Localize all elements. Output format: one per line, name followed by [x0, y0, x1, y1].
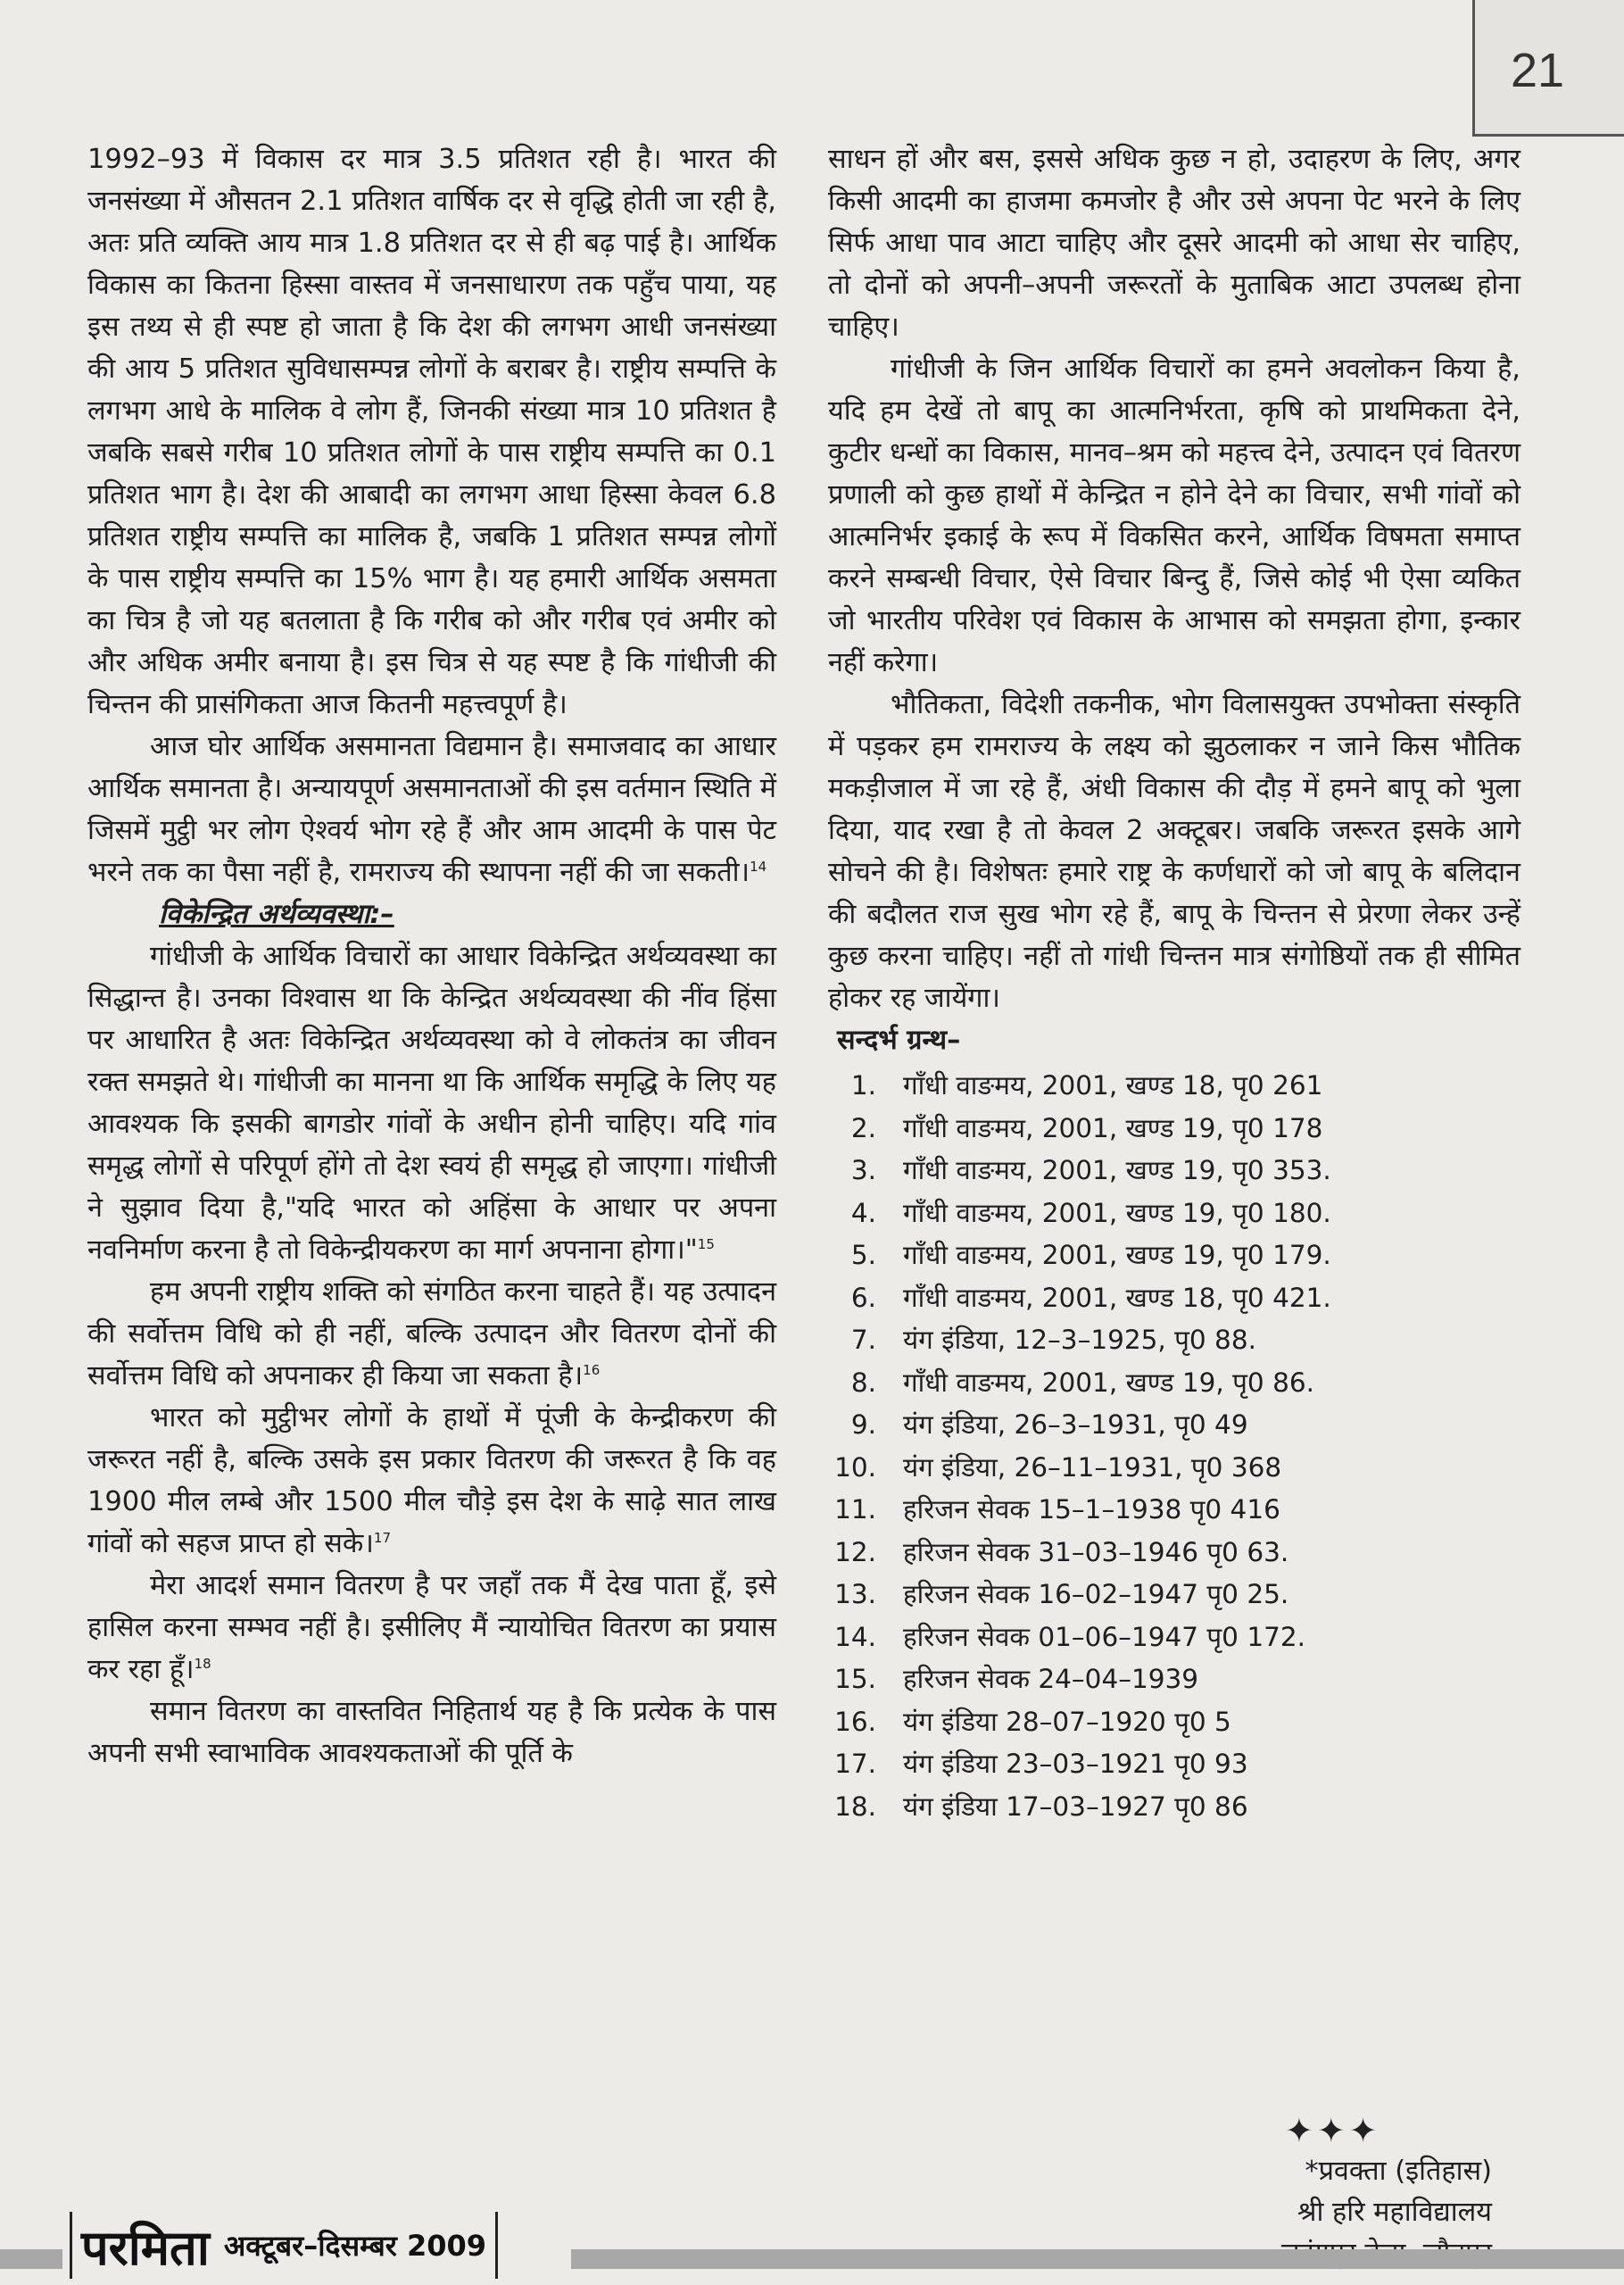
left-paragraph-6: [87, 1565, 776, 1691]
page-number: 21: [1511, 44, 1565, 97]
reference-item: 12. हरिजन सेवक 31–03–1946 पृ0 63.: [834, 1536, 1289, 1567]
footnote-marker: 17: [373, 1529, 391, 1546]
left-column: [87, 138, 776, 1774]
reference-item: 3. गाँधी वाङमय, 2001, खण्ड 19, पृ0 353.: [850, 1155, 1331, 1185]
footer-strip-right: [571, 2249, 1624, 2269]
page-number-box: [1472, 0, 1624, 137]
reference-item: 14. हरिजन सेवक 01–06–1947 पृ0 172.: [834, 1621, 1305, 1652]
section-heading: विकेन्द्रित अर्थव्यवस्था:–: [159, 899, 394, 930]
reference-item: 10. यंग इंडिया, 26–11–1931, पृ0 368: [834, 1451, 1282, 1483]
reference-item: 6. गाँधी वाङमय, 2001, खण्ड 18, पृ0 421.: [850, 1282, 1331, 1313]
left-paragraph-7: समान वितरण का वास्तवित निहितार्थ यह है कि प्रत्येक के पास अपनी सभी स्वाभाविक आवश्यकताओं की पूर्ति के: [87, 1696, 776, 1769]
left-paragraph-4-text: हम अपनी राष्ट्रीय शक्ति को संगठित करना चाहते हैं। यह उत्पादन की सर्वोत्तम विधि को ही नहीं, बल्कि उत्पादन और वितरण दोनों की सर्वोत्तम विधि को अपनाकर ही किया जा सकता है।: [87, 1276, 776, 1392]
left-paragraph-1: 1992–93 में विकास दर मात्र 3.5 प्रतिशत रही है। भारत की जनसंख्या में औसतन 2.1 प्रतिशत वार्षिक दर से वृद्धि होती जा रही है, अतः प्रति व्यक्ति आय मात्र 1.8 प्रतिशत दर से ही बढ़ पाई है। आर्थिक विकास का कितना हिस्सा वास्तव में जनसाधारण तक पहुँच पाया, यह इस तथ्य से ही स्पष्ट हो जाता है कि देश की लगभग आधी जनसंख्या की आय 5 प्रतिशत सुविधासम्पन्न लोगों के बराबर है। राष्ट्रीय सम्पत्ति के लगभग आधे के मालिक वे लोग हैं, जिनकी संख्या मात्र 10 प्रतिशत है जबकि सबसे गरीब 10 प्रतिशत लोगों के पास राष्ट्रीय सम्पत्ति का 0.1 प्रतिशत भाग है। देश की आबादी का लगभग आधा हिस्सा केवल 6.8 प्रतिशत राष्ट्रीय सम्पत्ति का मालिक है, जबकि 1 प्रतिशत सम्पन्न लोगों के पास राष्ट्रीय सम्पत्ति का 15% भाग है। यह हमारी आर्थिक असमता का चित्र है जो यह बतलाता है कि गरीब को और गरीब एवं अमीर को और अधिक अमीर बनाया है। इस चित्र से यह स्पष्ट है कि गांधीजी की चिन्तन की प्रासंगिकता आज कितनी महत्त्वपूर्ण है।: [87, 144, 776, 720]
reference-item: 9. यंग इंडिया, 26–3–1931, पृ0 49: [850, 1409, 1248, 1440]
reference-item: 1. गाँधी वाङमय, 2001, खण्ड 18, पृ0 261: [850, 1070, 1323, 1101]
journal-issue: अक्टूबर–दिसम्बर 2009: [223, 2229, 487, 2263]
reference-item: 11. हरिजन सेवक 15–1–1938 पृ0 416: [834, 1494, 1280, 1525]
reference-item: 8. गाँधी वाङमय, 2001, खण्ड 19, पृ0 86.: [850, 1367, 1314, 1398]
footnote-marker: 15: [697, 1235, 715, 1252]
footer-strip-left: [0, 2249, 62, 2269]
reference-item: 2. गाँधी वाङमय, 2001, खण्ड 19, पृ0 178: [850, 1112, 1323, 1143]
footnote-marker: 18: [194, 1655, 211, 1672]
reference-item: 16. यंग इंडिया 28–07–1920 पृ0 5: [834, 1706, 1231, 1737]
left-paragraph-2: [87, 726, 776, 893]
reference-item: 4. गाँधी वाङमय, 2001, खण्ड 19, पृ0 180.: [850, 1197, 1331, 1228]
left-paragraph-5: [87, 1397, 776, 1565]
left-paragraph-6-text: मेरा आदर्श समान वितरण है पर जहाँ तक मैं देख पाता हूँ, इसे हासिल करना सम्भव नहीं है। इसीलिए मैं न्यायोचित वितरण का प्रयास कर रहा हूँ।: [87, 1570, 776, 1685]
reference-item: 18. यंग इंडिया 17–03–1927 पृ0 86: [834, 1791, 1248, 1822]
stars-ornament: ✦✦✦: [1285, 2111, 1381, 2150]
footnote-marker: 16: [583, 1361, 601, 1378]
reference-item: 13. हरिजन सेवक 16–02–1947 पृ0 25.: [834, 1579, 1289, 1609]
reference-item: 5. गाँधी वाङमय, 2001, खण्ड 19, पृ0 179.: [850, 1240, 1331, 1270]
right-paragraph-2: गांधीजी के जिन आर्थिक विचारों का हमने अवलोकन किया है, यदि हम देखें तो बापू का आत्मनिर्भरता, कृषि को प्राथमिकता देने, कुटीर धन्धों का विकास, मानव–श्रम को महत्त्व देने, उत्पादन एवं वितरण प्रणाली को कुछ हाथों में केन्द्रित न होने देने का विचार, सभी गांवों को आत्मनिर्भर इकाई के रूप में विकसित करने, आर्थिक विषमता समाप्त करने सम्बन्धी विचार, ऐसे विचार बिन्दु हैं, जिसे कोई भी ऐसा व्यकित जो भारतीय परिवेश एवं विकास के आभास को समझता होगा, इन्कार नहीं करेगा।: [828, 353, 1520, 678]
left-paragraph-3: [87, 935, 776, 1271]
footer-journal: [70, 2212, 498, 2279]
author-role: *प्रवक्ता (इतिहास): [1305, 2156, 1492, 2187]
journal-name: परमिता: [81, 2219, 210, 2276]
college-name: श्री हरि महाविद्यालय: [1297, 2197, 1492, 2228]
reference-item: 17. यंग इंडिया 23–03–1921 पृ0 93: [834, 1749, 1248, 1779]
left-paragraph-2-text: आज घोर आर्थिक असमानता विद्यमान है। समाजवाद का आधार आर्थिक समानता है। अन्यायपूर्ण असमानताओं की इस वर्तमान स्थिति में जिसमें मुट्ठी भर लोग ऐश्वर्य भोग रहे हैं और आम आदमी के पास पेट भरने तक का पैसा नहीं है, रामराज्य की स्थापना नहीं की जा सकती।: [87, 731, 776, 888]
left-paragraph-3-text: गांधीजी के आर्थिक विचारों का आधार विकेन्द्रित अर्थव्यवस्था का सिद्धान्त है। उनका विश्वास था कि केन्द्रित अर्थव्यवस्था की नींव हिंसा पर आधारित है अतः विकेन्द्रित अर्थव्यवस्था को वे लोकतंत्र का जीवन रक्त समझते थे। गांधीजी का मानना था कि आर्थिक समृद्धि के लिए यह आवश्यक कि इसकी बागडोर गांवों के अधीन होनी चाहिए। यदि गांव समृद्ध लोगों से परिपूर्ण होंगे तो देश स्वयं ही समृद्ध हो जाएगा। गांधीजी ने सुझाव दिया है,"यदि भारत को अहिंसा के आधार पर अपना नवनिर्माण करना है तो विकेन्द्रीयकरण का मार्ग अपनाना होगा।": [87, 941, 776, 1266]
right-paragraph-3: भौतिकता, विदेशी तकनीक, भोग विलासयुक्त उपभोक्ता संस्कृति में पड़कर हम रामराज्य के लक्ष्य को झुठलाकर न जाने किस भौतिक मकड़ीजाल में जा रहे हैं, अंधी विकास की दौड़ में हमने बापू को भुला दिया, याद रखा है तो केवल 2 अक्टूबर। जबकि जरूरत इसके आगे सोचने की है। विशेषतः हमारे राष्ट्र के कर्णधारों को जो बापू के बलिदान की बदौलत राज सुख भोग रहे हैं, बापू के चिन्तन से प्रेरणा लेकर उन्हें कुछ करना चाहिए। नहीं तो गांधी चिन्तन मात्र संगोष्ठियों तक ही सीमित होकर रह जायेंगा।: [828, 689, 1520, 1014]
left-paragraph-5-text: भारत को मुट्ठीभर लोगों के हाथों में पूंजी के केन्द्रीकरण की जरूरत नहीं है, बल्कि उसके इस प्रकार वितरण की जरूरत है कि वह 1900 मील लम्बे और 1500 मील चौड़े इस देश के साढ़े सात लाख गांवों को सहज प्राप्त हो सके।: [87, 1402, 776, 1559]
references-heading: सन्दर्भ ग्रन्थ–: [837, 1025, 961, 1056]
footnote-marker: 14: [750, 858, 767, 875]
right-paragraph-1: साधन हों और बस, इससे अधिक कुछ न हो, उदाहरण के लिए, अगर किसी आदमी का हाजमा कमजोर है और उसे अपना पेट भरने के लिए सिर्फ आधा पाव आटा चाहिए और दूसरे आदमी को आधा सेर चाहिए, तो दोनों को अपनी–अपनी जरूरतों के मुताबिक आटा उपलब्ध होना चाहिए।: [828, 144, 1520, 343]
right-column: [828, 138, 1520, 1828]
left-paragraph-4: [87, 1271, 776, 1397]
reference-item: 7. यंग इंडिया, 12–3–1925, पृ0 88.: [850, 1325, 1256, 1355]
reference-item: 15. हरिजन सेवक 24–04–1939: [834, 1664, 1199, 1694]
references-list: [828, 1065, 1520, 1828]
